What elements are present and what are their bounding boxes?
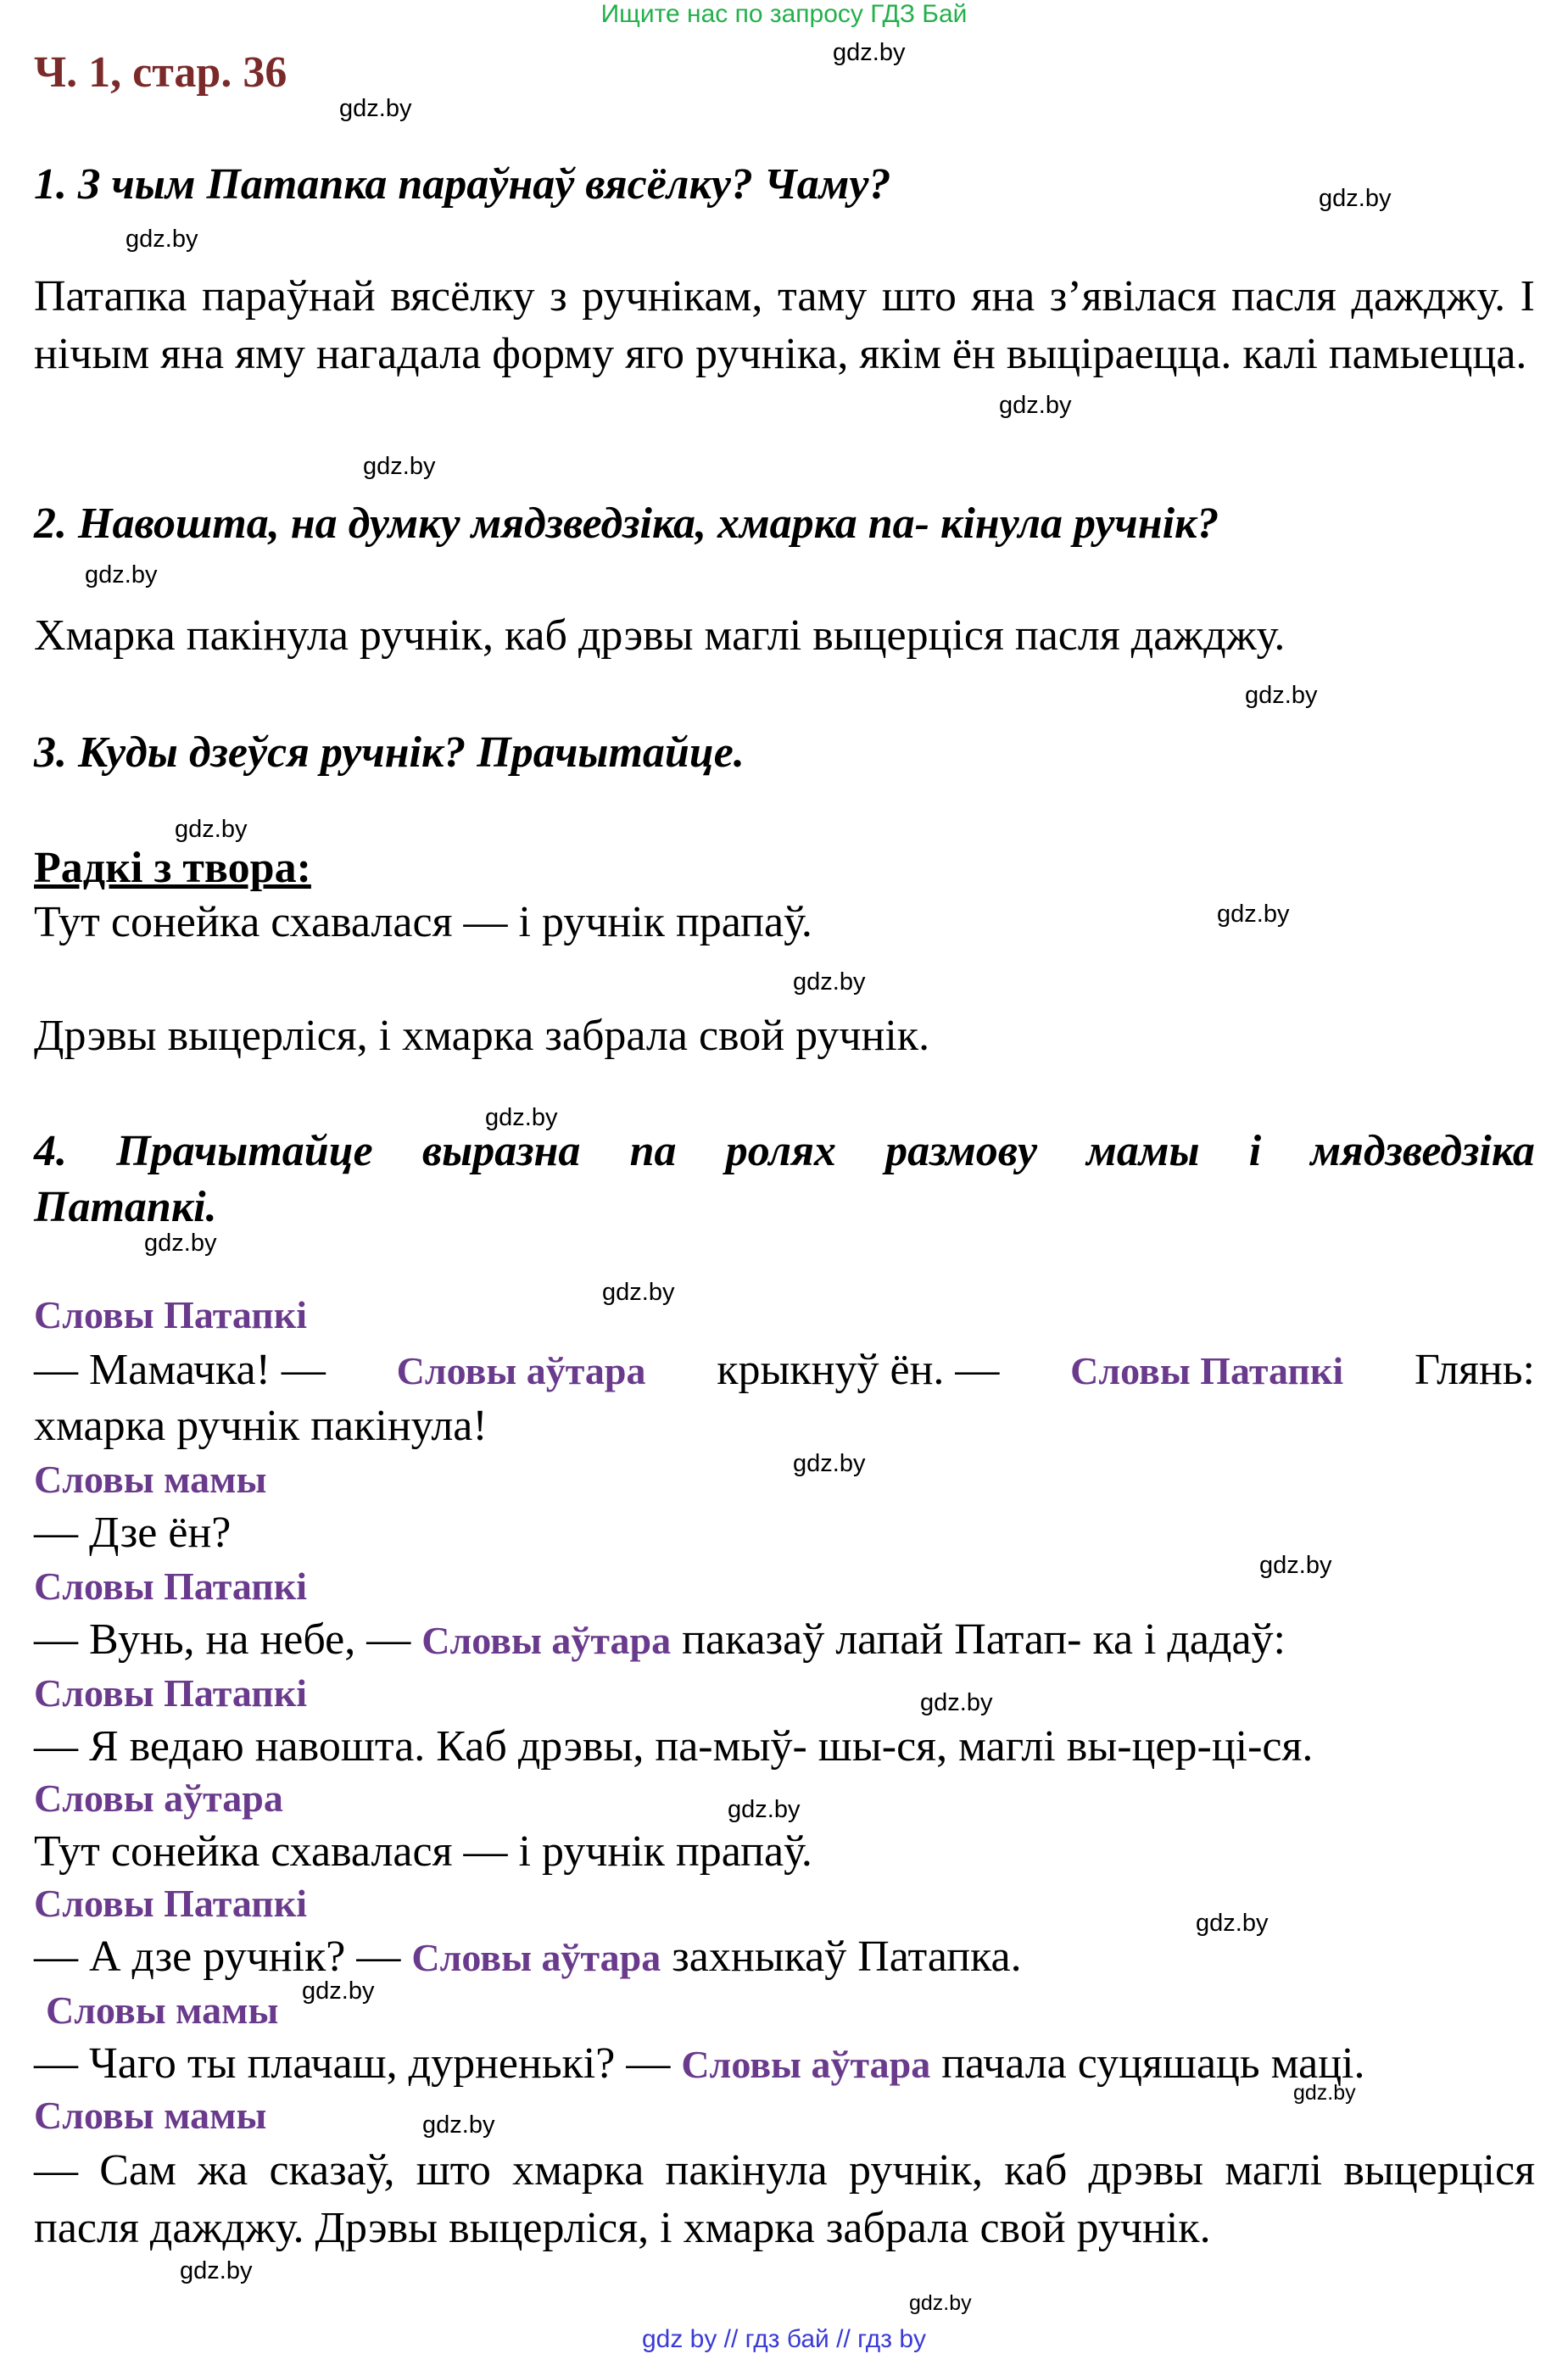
watermark: gdz.by [180, 2257, 253, 2284]
watermark: gdz.by [175, 816, 248, 843]
watermark: gdz.by [1319, 185, 1392, 212]
dialogue-text: — Вунь, на небе, — [34, 1615, 411, 1664]
q4-word: па [629, 1127, 677, 1175]
top-banner: Ищите нас по запросу ГДЗ Бай [600, 0, 968, 28]
dialogue-text: Тут сонейка схавалася — і ручнік прапаў. [34, 1827, 812, 1876]
role-label: Словы аўтара [396, 1349, 646, 1392]
watermark: gdz.by [85, 561, 158, 588]
role-label: Словы Патапкі [34, 1671, 308, 1715]
watermark: gdz.by [1245, 682, 1318, 709]
watermark: gdz.by [1196, 1910, 1269, 1937]
watermark: gdz.by [793, 968, 866, 996]
dialogue-line [34, 1932, 1022, 1982]
quote-line-2: Дрэвы выцерліся, і хмарка забрала свой ручнік. [34, 1012, 930, 1060]
watermark: gdz.by [602, 1279, 675, 1306]
q4-word: ролях [725, 1127, 836, 1175]
watermark: gdz.by [920, 1689, 993, 1716]
watermark: gdz.by [909, 2291, 972, 2315]
question-3: 3. Куды дзеўся ручнік? Прачытайце. [34, 728, 745, 777]
dialogue-line [34, 1615, 1286, 1665]
role-label: Словы Патапкі [1070, 1349, 1344, 1392]
q4-word: і [1248, 1127, 1262, 1175]
dialogue-text: — Сам жа сказаў, што хмарка пакінула ручнік, каб дрэвы маглі выцерціся пасля дажджу. Дрэвы выцерліся, і хмарка забрала свой ручнік. [34, 2146, 1535, 2252]
dialogue-text: паказаў лапай Патап- ка і дадаў: [682, 1615, 1286, 1664]
question-4-line-2: Патапкі. [34, 1183, 217, 1231]
role-label: Словы аўтара [421, 1619, 672, 1662]
answer-2: Хмарка пакінула ручнік, каб дрэвы маглі выцерціся пасля дажджу. [34, 611, 1286, 660]
watermark: gdz.by [1293, 2081, 1356, 2105]
answer-1: Патапка параўнай вясёлку з ручнікам, таму што яна з’явілася пасля дажджу. І нічым яна яму нагадала форму яго ручніка, якім ён выціраецца. калі памыецца. [34, 272, 1535, 378]
dialogue-text: крыкнуў ён. — [717, 1346, 1000, 1394]
watermark: gdz.by [363, 453, 436, 480]
watermark: gdz.by [999, 392, 1072, 419]
role-label: Словы аўтара [34, 1777, 283, 1820]
question-4 [34, 1126, 1535, 1176]
q4-word: размову [885, 1127, 1038, 1175]
question-2: 2. Навошта, на думку мядзведзіка, хмарка па- кінула ручнік? [34, 499, 1219, 548]
question-1: 1. З чым Патапка параўнаў вясёлку? Чаму? [34, 160, 891, 209]
watermark: gdz.by [126, 226, 198, 253]
dialogue-text: — Чаго ты плачаш, дурненькі? — [34, 2039, 671, 2088]
watermark: gdz.by [339, 95, 412, 122]
dialogue-text: — Мамачка! — [34, 1346, 326, 1394]
role-label: Словы Патапкі [34, 1882, 308, 1925]
role-label: Словы аўтара [681, 2043, 931, 2086]
dialogue-text: — А дзе ручнік? — [34, 1933, 401, 1981]
dialogue-text: захныкаў Патапка. [672, 1933, 1022, 1981]
role-label: Словы аўтара [411, 1936, 661, 1979]
watermark: gdz.by [422, 2111, 495, 2139]
dialogue-line [34, 1345, 1535, 1395]
role-label: Словы Патапкі [34, 1293, 308, 1336]
watermark: gdz.by [1259, 1552, 1332, 1579]
q4-word: мядзведзіка [1310, 1127, 1535, 1175]
q4-word: выразна [421, 1127, 581, 1175]
quote-line-1: Тут сонейка схавалася — і ручнік прапаў. [34, 898, 812, 946]
page-title: Ч. 1, стар. 36 [34, 48, 287, 97]
dialogue-text: — Дзе ён? [34, 1509, 232, 1557]
dialogue-text: хмарка ручнік пакінула! [34, 1402, 488, 1450]
watermark: gdz.by [793, 1450, 866, 1477]
watermark: gdz.by [1217, 901, 1290, 928]
role-label: Словы Патапкі [34, 1565, 308, 1608]
footer-links[interactable]: gdz by // гдз бай // гдз by [641, 2325, 927, 2353]
quotes-heading: Радкі з твора: [34, 844, 311, 892]
role-label: Словы мамы [34, 2094, 267, 2137]
q4-word: мамы [1086, 1127, 1200, 1175]
dialogue-text: пачала суцяшаць маці. [941, 2039, 1365, 2088]
watermark: gdz.by [833, 39, 906, 66]
dialogue-line [34, 2039, 1364, 2089]
role-label: Словы мамы [34, 1458, 267, 1501]
watermark: gdz.by [485, 1104, 558, 1131]
role-label: Словы мамы [46, 1988, 279, 2032]
q4-word: Прачытайце [116, 1127, 373, 1175]
watermark: gdz.by [728, 1796, 801, 1823]
watermark: gdz.by [144, 1230, 217, 1257]
q4-word: 4. [34, 1127, 67, 1175]
dialogue-text: — Я ведаю навошта. Каб дрэвы, па-мыў- шы-ся, маглі вы-цер-ці-ся. [34, 1722, 1314, 1771]
watermark: gdz.by [302, 1977, 375, 2005]
dialogue-text: Глянь: [1414, 1346, 1535, 1394]
